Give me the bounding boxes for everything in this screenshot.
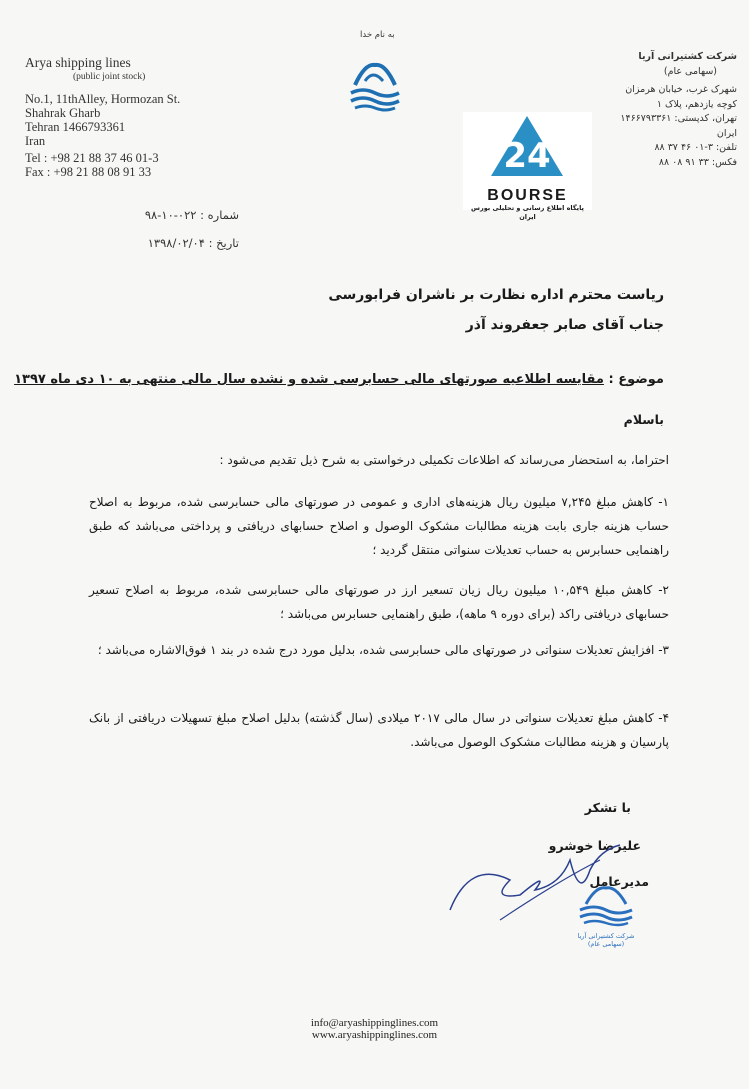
bourse-watermark (463, 112, 592, 221)
closing: با تشکر (584, 800, 631, 815)
greeting: باسلام (623, 412, 664, 427)
subject-text: مقایسه اطلاعیه صورتهای مالی حسابرسی شده و نشده سال مالی منتهی به ۱۰ دی ماه ۱۳۹۷ (14, 372, 604, 387)
letter-date: تاریخ : ۱۳۹۸/۰۲/۰۴ (147, 236, 239, 250)
signer-title: مدیرعامل (589, 874, 649, 889)
fa-address-line-1: شهرک غرب، خیابان هرمزان (625, 84, 737, 95)
fax-en: Fax : +98 21 88 08 91 33 (25, 165, 152, 179)
item-2: ۲- کاهش مبلغ ۱۰,۵۴۹ میلیون ریال زیان تسعیر ارز در صورتهای مالی حسابرسی شده، مربوط به اصلاح تسعیر حسابهای دریافتی راکد (برای دوره ۹ ماهه)، طبق راهنمایی حسابرس می‌باشد ؛ (89, 583, 669, 621)
company-logo-icon (345, 55, 405, 115)
fa-address-line-2: کوچه یازدهم، پلاک ۱ (656, 98, 737, 110)
bourse-logo-icon (463, 112, 592, 184)
fa-address-line-4: ایران (716, 127, 737, 139)
bourse-subtitle: پایگاه اطلاع رسانی و تحلیلی بورس ایران (471, 204, 584, 221)
address-line-2: Shahrak Gharb (25, 106, 101, 120)
company-name-fa: شرکت کشتیرانی آریا (638, 51, 737, 62)
recipient-name: جناب آقای صابر جعفروند آذر (465, 317, 664, 333)
item-4: ۴- کاهش مبلغ تعدیلات سنواتی در سال مالی ۲۰۱۷ میلادی (سال گذشته) بدلیل اصلاح مبلغ تسهیلات دریافتی از بانک پارسیان و هزینه مطالبات مشکوک الوصول می‌باشد. (89, 711, 670, 749)
stamp-logo-icon (572, 880, 640, 928)
address-line-3: Tehran 1466793361 (25, 120, 126, 134)
company-type-en: (public joint stock) (73, 72, 146, 82)
subject-label: موضوع : (608, 372, 664, 387)
fa-address-line-3: تهران، کدپستی: ۱۴۶۶۷۹۳۳۶۱ (620, 113, 737, 124)
fax-fa: فکس: ۳۳ ۹۱ ۰۸ ۸۸ (658, 156, 737, 168)
stamp-text: شرکت کشتیرانی آریا (سهامی عام) (577, 932, 635, 948)
basmala: به نام خدا (360, 30, 395, 40)
company-name-en: Arya shipping lines (25, 55, 131, 70)
signer-name: علیرضا خوشرو (548, 838, 641, 853)
address-line-1: No.1, 11thAlley, Hormozan St. (25, 92, 181, 106)
svg-text:24: 24 (503, 136, 551, 176)
footer-email[interactable]: info@aryashippinglines.com (310, 1017, 439, 1029)
bourse-title: BOURSE (487, 187, 568, 204)
company-stamp (572, 880, 640, 950)
item-3: ۳- افزایش تعدیلات سنواتی در صورتهای مالی حسابرسی شده، بدلیل مورد درج شده در بند ۱ فوق‌الاشاره می‌باشد ؛ (97, 643, 669, 657)
item-1: ۱- کاهش مبلغ ۷,۲۴۵ میلیون ریال هزینه‌های اداری و عمومی در صورتهای مالی حسابرسی شده، مربوط به اصلاح حساب هزینه جاری بابت هزینه مطالبات مشکوک الوصول و اصلاح حسابهای دریافتی و پرداختی می‌باشد که طبق راهنمایی حسابرس به حساب تعدیلات سنواتی منتقل گردید ؛ (89, 495, 669, 557)
tel-fa: تلفن: ۳-۰۱ ۴۶ ۳۷ ۸۸ (654, 142, 737, 153)
footer-website[interactable]: www.aryashippinglines.com (311, 1029, 438, 1041)
company-type-fa: (سهامی عام) (663, 65, 717, 77)
intro-paragraph: احتراما، به استحضار می‌رساند که اطلاعات تکمیلی درخواستی به شرح ذیل تقدیم می‌شود : (219, 453, 669, 467)
recipient: ریاست محترم اداره نظارت بر ناشران فرابورسی (328, 287, 664, 303)
english-letterhead (25, 56, 180, 179)
subject-line (14, 372, 664, 387)
address-line-4: Iran (25, 134, 46, 148)
letter-number: شماره : ۰۲۲-۱۰-۹۸ (144, 208, 239, 222)
tel-en: Tel : +98 21 88 37 46 01-3 (25, 151, 159, 165)
